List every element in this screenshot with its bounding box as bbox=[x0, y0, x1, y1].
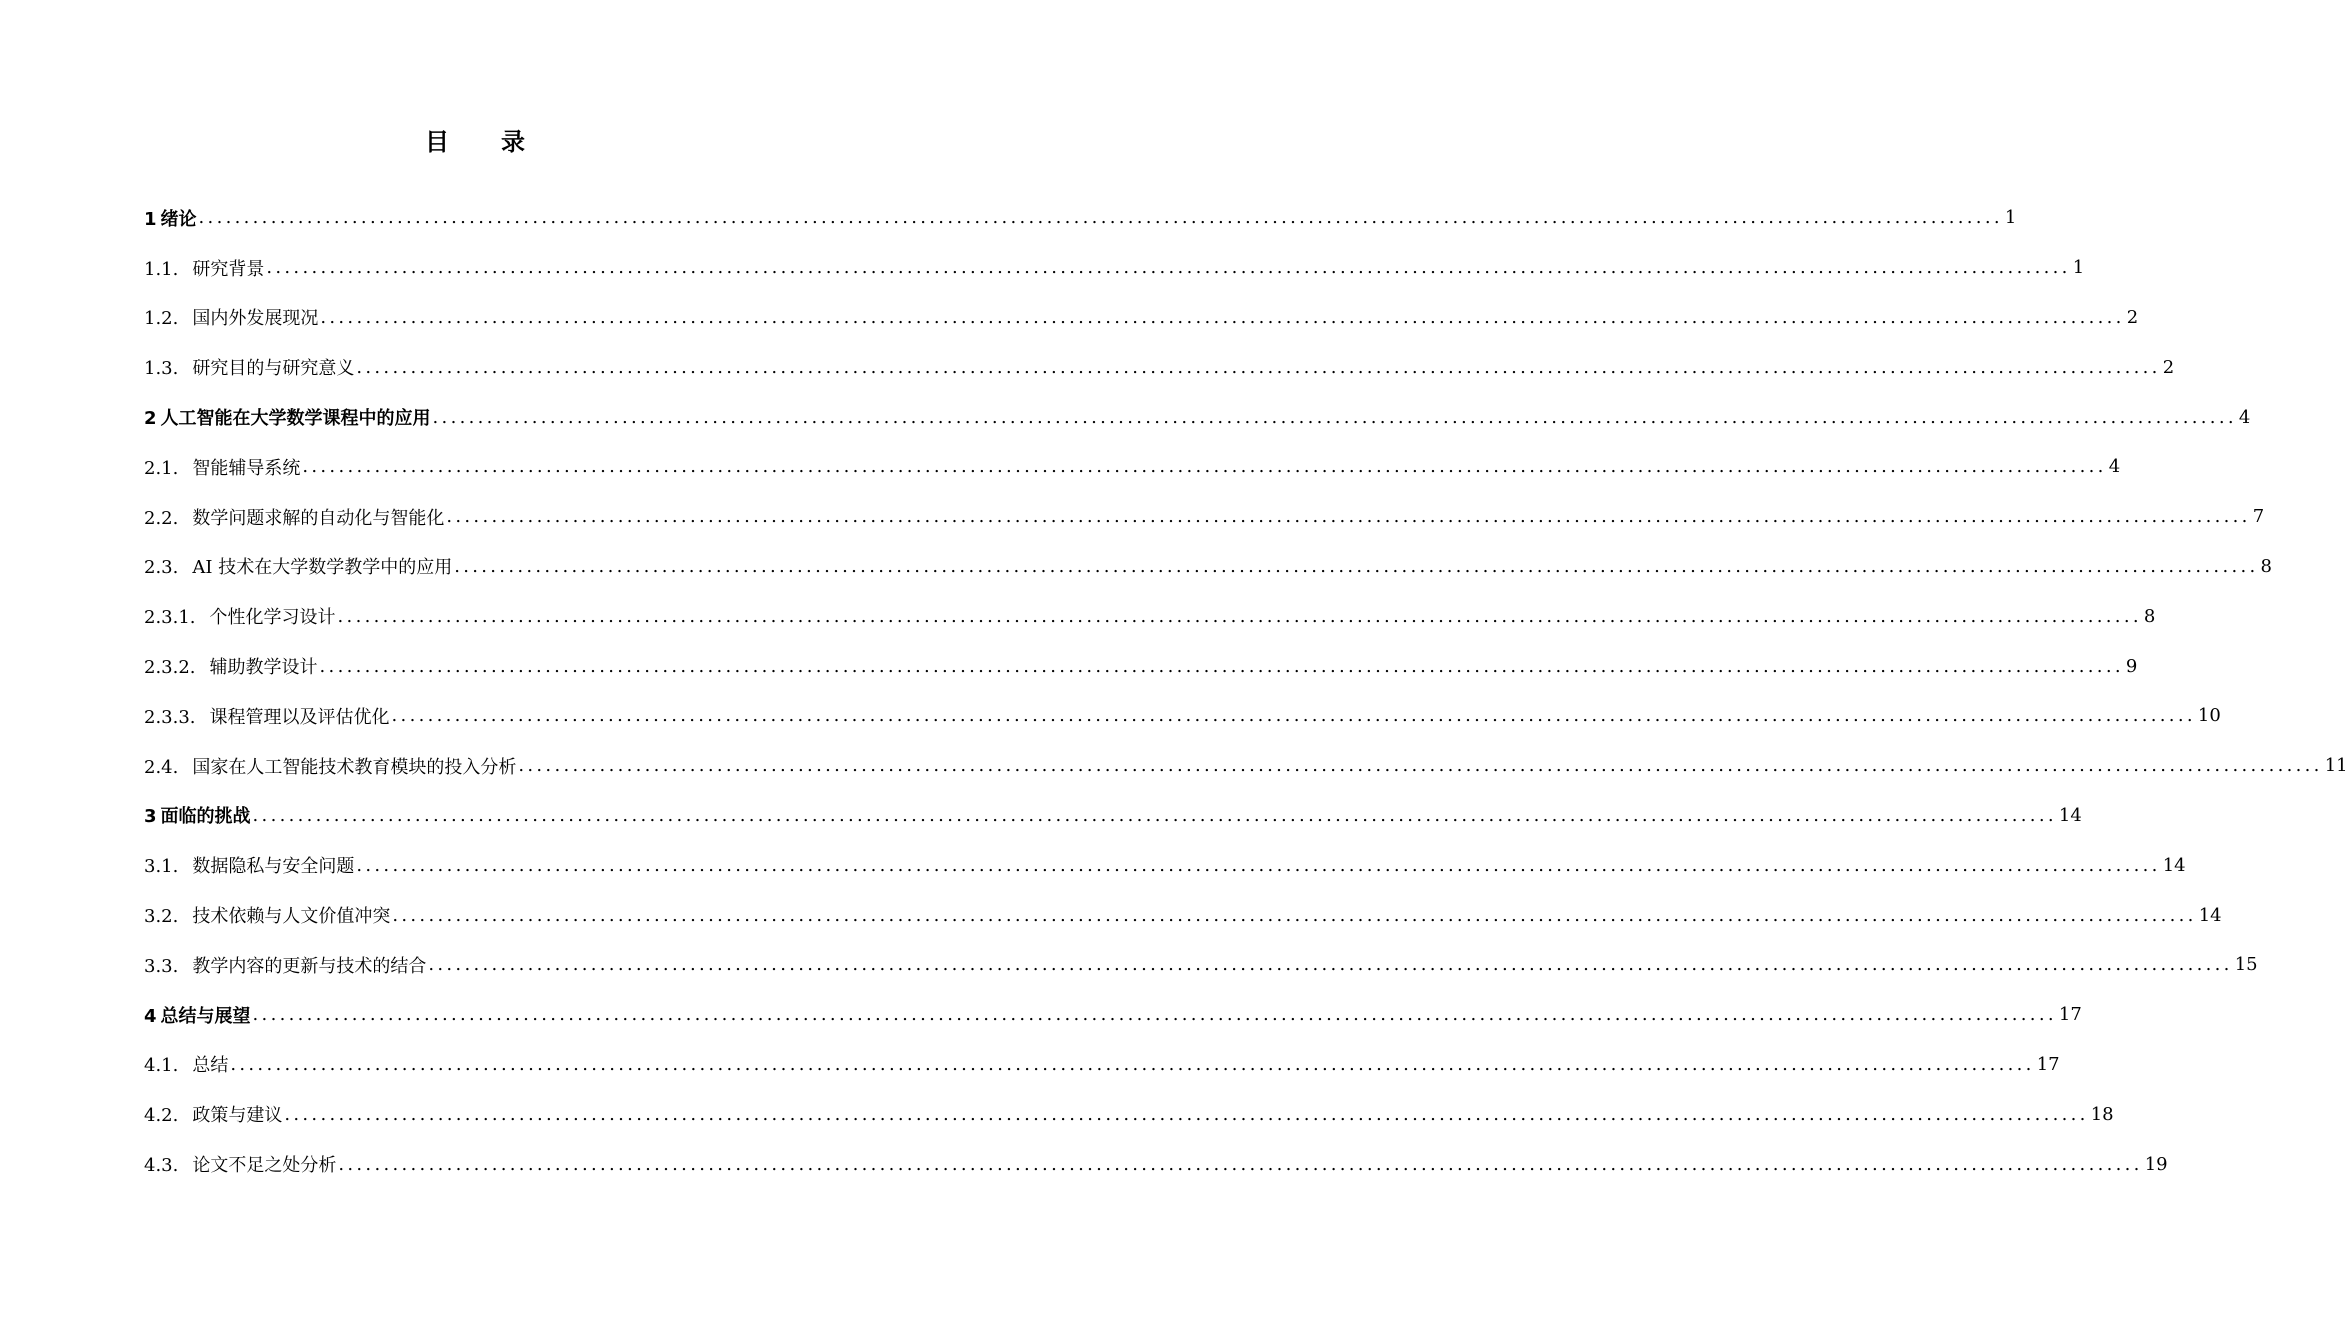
toc-entry-label bbox=[144, 703, 390, 729]
toc-entry-page-number: 4 bbox=[2108, 456, 2121, 478]
toc-entry-page-number: 19 bbox=[2144, 1153, 2168, 1175]
toc-entry[interactable] bbox=[144, 492, 2265, 542]
toc-entry-label bbox=[144, 1051, 228, 1077]
toc-entry-text: 绪论 bbox=[160, 208, 197, 230]
toc-entry-page-number: 2 bbox=[2162, 356, 2175, 378]
toc-entry-page-number: 18 bbox=[2090, 1103, 2114, 1125]
toc-entry-number: 1 bbox=[144, 208, 157, 230]
toc-entry[interactable] bbox=[144, 691, 2221, 741]
toc-entry[interactable] bbox=[144, 542, 2272, 592]
toc-entry-text: 个性化学习设计 bbox=[209, 607, 336, 629]
toc-entry-text: 技术依赖与人文价值冲突 bbox=[192, 906, 391, 928]
toc-entry-number: 3 bbox=[144, 806, 157, 828]
toc-dot-leader: ........................................................................................................................................................................................................ bbox=[230, 1053, 2035, 1075]
toc-entry-page-number: 14 bbox=[2198, 904, 2222, 926]
toc-dot-leader: ........................................................................................................................................................................................................ bbox=[454, 555, 2259, 577]
toc-entry-number: 4 bbox=[144, 1005, 157, 1027]
toc-entry-label bbox=[144, 802, 251, 828]
toc-entry-label bbox=[144, 404, 431, 430]
toc-dot-leader: ........................................................................................................................................................................................................ bbox=[320, 306, 2125, 328]
toc-entry-label bbox=[144, 653, 318, 679]
toc-entry-page-number: 15 bbox=[2234, 954, 2258, 976]
toc-entry[interactable] bbox=[144, 791, 2082, 841]
toc-dot-leader: ........................................................................................................................................................................................................ bbox=[392, 904, 2197, 926]
toc-dot-leader: ........................................................................................................................................................................................................ bbox=[446, 506, 2251, 528]
toc-entry-label bbox=[144, 1101, 282, 1127]
toc-entry-text: 面临的挑战 bbox=[160, 806, 251, 828]
toc-entry-page-number: 9 bbox=[2125, 655, 2138, 677]
toc-entry-number: 4.3. bbox=[144, 1155, 179, 1177]
toc-entry-label bbox=[144, 304, 318, 330]
toc-entry[interactable] bbox=[144, 1040, 2060, 1090]
toc-dot-leader: ........................................................................................................................................................................................................ bbox=[266, 257, 2071, 279]
toc-entry-text: 数学问题求解的自动化与智能化 bbox=[192, 507, 445, 529]
toc-entry-label bbox=[144, 603, 336, 629]
toc-entry-number: 1.2. bbox=[144, 308, 179, 330]
toc-entry-number: 2.2. bbox=[144, 507, 179, 529]
toc-entry-label bbox=[144, 255, 264, 281]
toc-entry-page-number: 14 bbox=[2058, 804, 2082, 826]
toc-entry-text: 课程管理以及评估优化 bbox=[209, 706, 390, 728]
toc-entry[interactable] bbox=[144, 741, 2348, 791]
toc-entry-label bbox=[144, 504, 444, 530]
toc-entry-label bbox=[144, 454, 300, 480]
toc-entry-text: 研究背景 bbox=[192, 258, 265, 280]
toc-entry-number: 3.2. bbox=[144, 906, 179, 928]
toc-entry-text: AI 技术在大学数学教学中的应用 bbox=[192, 557, 453, 579]
table-of-contents bbox=[144, 193, 2348, 1189]
toc-entry-page-number: 14 bbox=[2162, 854, 2186, 876]
toc-entry[interactable] bbox=[144, 940, 2258, 990]
toc-dot-leader: ........................................................................................................................................................................................................ bbox=[518, 755, 2323, 777]
toc-entry[interactable] bbox=[144, 990, 2082, 1040]
toc-dot-leader: ........................................................................................................................................................................................................ bbox=[432, 406, 2237, 428]
toc-entry-label bbox=[144, 553, 452, 579]
toc-dot-leader: ........................................................................................................................................................................................................ bbox=[356, 854, 2161, 876]
toc-entry-page-number: 4 bbox=[2238, 406, 2251, 428]
toc-entry-text: 辅助教学设计 bbox=[209, 657, 318, 679]
toc-entry-number: 3.3. bbox=[144, 955, 179, 977]
toc-entry-text: 智能辅导系统 bbox=[192, 457, 301, 479]
toc-entry-page-number: 10 bbox=[2197, 705, 2221, 727]
toc-entry-label bbox=[144, 205, 197, 231]
toc-entry[interactable] bbox=[144, 392, 2251, 442]
toc-entry-page-number: 7 bbox=[2252, 506, 2265, 528]
page-title: 目录 bbox=[425, 128, 577, 156]
toc-entry-label bbox=[144, 753, 516, 779]
toc-entry-label bbox=[144, 1002, 251, 1028]
toc-entry[interactable] bbox=[144, 342, 2175, 392]
toc-dot-leader: ........................................................................................................................................................................................................ bbox=[302, 456, 2107, 478]
toc-entry-text: 国家在人工智能技术教育模块的投入分析 bbox=[192, 756, 517, 778]
toc-entry-page-number: 8 bbox=[2143, 605, 2156, 627]
toc-entry-page-number: 17 bbox=[2036, 1053, 2060, 1075]
toc-entry-number: 2.1. bbox=[144, 457, 179, 479]
toc-entry-number: 2.3.3. bbox=[144, 706, 196, 728]
toc-entry-page-number: 2 bbox=[2126, 306, 2139, 328]
toc-entry[interactable] bbox=[144, 293, 2139, 343]
toc-entry[interactable] bbox=[144, 193, 2017, 243]
toc-entry-text: 国内外发展现况 bbox=[192, 308, 319, 330]
toc-entry-page-number: 8 bbox=[2260, 555, 2272, 577]
toc-dot-leader: ........................................................................................................................................................................................................ bbox=[319, 655, 2124, 677]
toc-entry-number: 3.1. bbox=[144, 856, 179, 878]
toc-entry-page-number: 1 bbox=[2004, 207, 2017, 229]
toc-entry[interactable] bbox=[144, 591, 2156, 641]
toc-entry-number: 2.3.2. bbox=[144, 657, 196, 679]
toc-entry-number: 1.3. bbox=[144, 358, 179, 380]
toc-entry-text: 总结 bbox=[192, 1055, 229, 1077]
toc-entry-number: 1.1. bbox=[144, 258, 179, 280]
toc-dot-leader: ........................................................................................................................................................................................................ bbox=[252, 1004, 2057, 1026]
toc-entry-label bbox=[144, 1151, 336, 1177]
toc-entry-page-number: 11 bbox=[2324, 755, 2348, 777]
toc-entry-label bbox=[144, 852, 354, 878]
toc-entry-number: 4.2. bbox=[144, 1105, 179, 1127]
toc-dot-leader: ........................................................................................................................................................................................................ bbox=[338, 1153, 2143, 1175]
toc-entry[interactable] bbox=[144, 890, 2222, 940]
toc-entry-label bbox=[144, 354, 354, 380]
toc-entry[interactable] bbox=[144, 840, 2186, 890]
toc-entry[interactable] bbox=[144, 243, 2085, 293]
toc-entry[interactable] bbox=[144, 641, 2138, 691]
toc-entry-number: 4.1. bbox=[144, 1055, 179, 1077]
toc-entry-number: 2.3. bbox=[144, 557, 179, 579]
toc-entry-text: 数据隐私与安全问题 bbox=[192, 856, 355, 878]
toc-entry-text: 研究目的与研究意义 bbox=[192, 358, 355, 380]
toc-dot-leader: ........................................................................................................................................................................................................ bbox=[356, 356, 2161, 378]
toc-entry-label bbox=[144, 902, 390, 928]
toc-entry-label bbox=[144, 952, 426, 978]
toc-entry-text: 总结与展望 bbox=[160, 1005, 251, 1027]
toc-dot-leader: ........................................................................................................................................................................................................ bbox=[391, 705, 2196, 727]
toc-entry-text: 政策与建议 bbox=[192, 1105, 283, 1127]
toc-dot-leader: ........................................................................................................................................................................................................ bbox=[252, 804, 2057, 826]
toc-entry[interactable] bbox=[144, 1139, 2168, 1189]
toc-entry-number: 2.4. bbox=[144, 756, 179, 778]
toc-entry-text: 教学内容的更新与技术的结合 bbox=[192, 955, 427, 977]
toc-entry-page-number: 17 bbox=[2058, 1004, 2082, 1026]
toc-dot-leader: ........................................................................................................................................................................................................ bbox=[337, 605, 2142, 627]
toc-entry-text: 论文不足之处分析 bbox=[192, 1155, 337, 1177]
toc-entry-number: 2.3.1. bbox=[144, 607, 196, 629]
toc-entry-number: 2 bbox=[144, 408, 157, 430]
toc-entry[interactable] bbox=[144, 442, 2121, 492]
toc-dot-leader: ........................................................................................................................................................................................................ bbox=[198, 207, 2003, 229]
toc-dot-leader: ........................................................................................................................................................................................................ bbox=[428, 954, 2233, 976]
toc-entry-page-number: 1 bbox=[2072, 257, 2085, 279]
toc-entry[interactable] bbox=[144, 1089, 2114, 1139]
toc-dot-leader: ........................................................................................................................................................................................................ bbox=[284, 1103, 2089, 1125]
toc-entry-text: 人工智能在大学数学课程中的应用 bbox=[160, 408, 431, 430]
